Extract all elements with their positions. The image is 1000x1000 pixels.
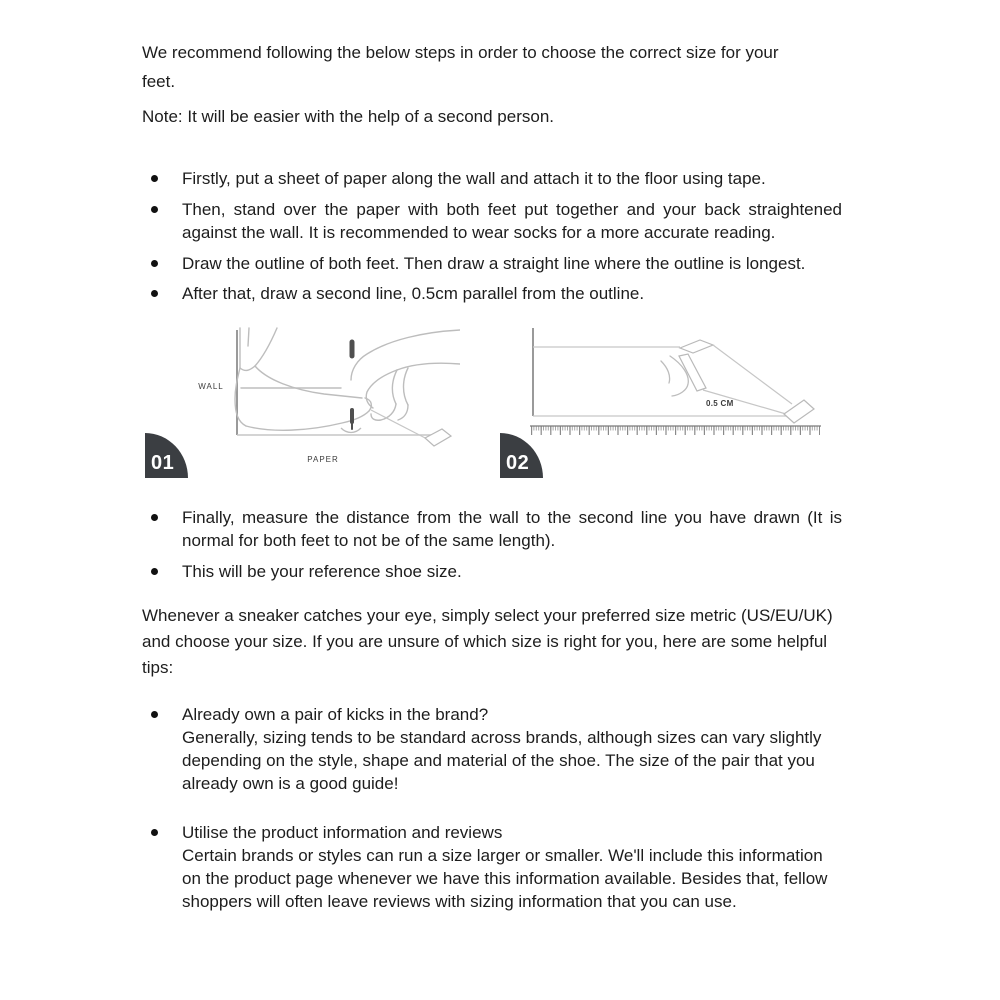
list-item <box>142 703 842 795</box>
tip-body: Certain brands or styles can run a size larger or smaller. We'll include this information on the product page whenever we have this information available. Besides that, fellow shoppers will often leave reviews with sizing information that you can use. <box>182 846 828 911</box>
results-list <box>142 506 842 584</box>
tape-icon <box>784 400 814 423</box>
step-text: Firstly, put a sheet of paper along the wall and attach it to the floor using tape. <box>182 169 766 188</box>
intro-paragraph: We recommend following the below steps in order to choose the correct size for your feet. <box>142 43 779 91</box>
figure-number: 01 <box>151 451 175 474</box>
list-item <box>142 198 842 245</box>
sizing-paragraph: Whenever a sneaker catches your eye, simply select your preferred size metric (US/EU/UK) and choose your size. If you are unsure of which size is right for you, here are some helpful tips: <box>142 606 833 677</box>
figure-number: 02 <box>506 451 530 474</box>
illustrations-row <box>145 326 842 478</box>
paper-label: PAPER <box>307 454 339 464</box>
note-paragraph: Note: It will be easier with the help of a second person. <box>142 107 555 126</box>
bullet-icon <box>151 514 158 521</box>
tip-title: Utilise the product information and reviews <box>182 823 503 842</box>
ruler-icon <box>530 426 821 431</box>
bullet-icon <box>151 290 158 297</box>
bullet-icon <box>151 568 158 575</box>
list-item <box>142 282 842 306</box>
list-item <box>142 560 842 584</box>
bullet-icon <box>151 175 158 182</box>
tape-icon <box>425 429 451 446</box>
tips-list <box>142 703 842 913</box>
tip-body: Generally, sizing tends to be standard across brands, although sizes can vary slightly depending on the style, shape and material of the shoe. The size of the pair that you already own is a good guide! <box>182 728 822 793</box>
bullet-icon <box>151 829 158 836</box>
bullet-icon <box>151 260 158 267</box>
list-item <box>142 506 842 553</box>
tip-title: Already own a pair of kicks in the brand? <box>182 705 489 724</box>
paper-edge-line <box>371 410 431 441</box>
hand-outline <box>351 330 460 420</box>
figure-measuring <box>500 326 870 478</box>
list-item <box>142 252 842 276</box>
foot-tracing-illustration <box>145 326 460 478</box>
figure-foot-tracing <box>145 326 460 478</box>
bullet-icon <box>151 711 158 718</box>
wall-label: WALL <box>198 381 224 391</box>
step-text: Draw the outline of both feet. Then draw a straight line where the outline is longest. <box>182 253 806 273</box>
list-item <box>142 821 842 913</box>
second-line-strip <box>679 354 706 391</box>
pencil-icon <box>680 340 713 353</box>
measurement-label: 0.5 CM <box>706 398 734 408</box>
step-text: Then, stand over the paper with both feet put together and your back straightened against the wall. It is recommended to wear socks for a more accurate reading. <box>182 199 842 242</box>
list-item <box>142 167 842 191</box>
step-text: After that, draw a second line, 0.5cm parallel from the outline. <box>182 284 645 303</box>
result-text: This will be your reference shoe size. <box>182 561 462 581</box>
result-text: Finally, measure the distance from the wall to the second line you have drawn (It is normal for both feet to not be of the same length). <box>182 507 842 550</box>
measuring-illustration <box>500 326 870 478</box>
measuring-steps-list <box>142 167 842 306</box>
bullet-icon <box>151 206 158 213</box>
